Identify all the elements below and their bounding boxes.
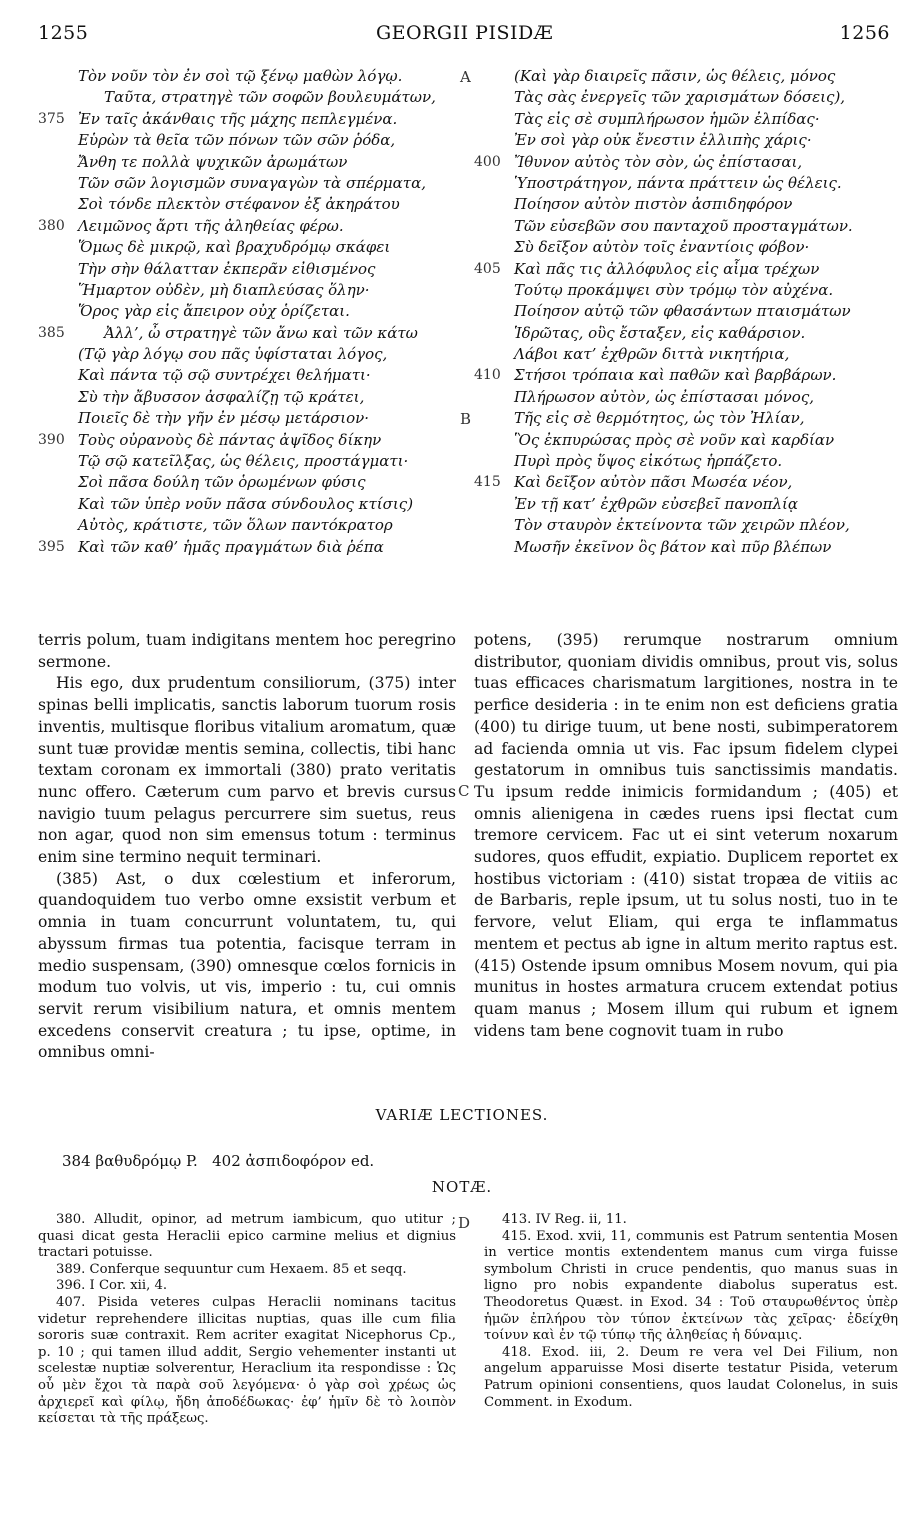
verse-line [474,87,898,108]
verse-number: 400 [474,153,501,170]
verse-number: 415 [474,474,501,491]
verse-line [38,152,456,173]
verse-text: Ὅμως δὲ μικρῷ, καὶ βραχυδρόμῳ σκάφει [78,238,391,257]
verse-line [38,259,456,280]
running-title: GEORGII PISIDÆ [376,22,554,44]
verse-text: Καὶ πᾶς τις ἀλλόφυλος εἰς αἷμα τρέχων [514,259,820,278]
verse-line [38,301,456,322]
verse-line [38,515,456,536]
verse-line [474,216,898,237]
verse-text: Αὐτὸς, κράτιστε, τῶν ὅλων παντόκρατορ [78,516,393,535]
verse-line [38,66,456,87]
verse-text: Ποίησον αὐτὸν πιστὸν ἀσπιδηφόρον [514,195,793,214]
note-entry: 396. I Cor. xii, 4. [56,1278,168,1294]
verse-text: Λειμῶνος ἄρτι τῆς ἀληθείας φέρω. [78,216,344,235]
verse-text: Μωσῆν ἐκεῖνον ὃς βάτον καὶ πῦρ βλέπων [514,537,832,556]
verse-text: (Τῷ γὰρ λόγῳ σου πᾶς ὑφίσταται λόγος, [78,345,388,364]
variae-lectiones-text: 384 βαθυδρόμῳ P. 402 ἀσπιδοφόρον ed. [62,1152,375,1170]
verse-text: Ἐν σοὶ γὰρ οὐκ ἔνεστιν ἐλλιπὴς χάρις· [514,131,812,150]
verse-number: 375 [38,110,65,127]
variae-lectiones-heading: VARIÆ LECTIONES. [375,1106,549,1124]
note-entry: 380. Alludit, opinor, ad metrum iambicum, quo utitur ; quasi dicat gesta Heraclii epico carmine melius et dignius tractari potuisse. [38,1212,456,1261]
note-entry: 407. Pisida veteres culpas Heraclii nominans tacitus videtur reprehendere illicitas nuptias, quas ille cum filia sororis suæ contraxit. Rem acriter exagitat Nicephorus Cp., p. 10 ; qui tamen illud addit, Sergio vehementer instanti ut scelestæ nuptiæ solverentur, Heraclium ita respondisse : Ὡς οὖ μὲν ἔχοι τὰ παρὰ σοῦ λεγόμενα· ὁ γὰρ σοὶ χρέως ὡς ἀρχιερεῖ καὶ φίλῳ, ἤδη ἀποδέδωκας· ἐφ’ ἡμῖν δὲ τὸ λοιπὸν κείσεται τὰ τῆς πράξεως. [38,1294,456,1427]
latin-paragraph: terris polum, tuam indigitans mentem hoc peregrino sermone. [38,631,456,671]
verse-line [38,387,456,408]
verse-text: Τούτῳ προκάμψει σὺν τρόμῳ τὸν αὐχένα. [514,280,834,299]
verse-line [474,537,898,558]
note-entry: 418. Exod. iii, 2. Deum re vera vel Dei Filium, non angelum apparuisse Mosi diserte testatur Pisida, veterum Patrum opinioni consentiens, quos laudat Colonelus, in suis Comment. in Exodum. [484,1344,898,1410]
verse-line [38,494,456,515]
verse-text: Ταῦτα, στρατηγὲ τῶν σοφῶν βουλευμάτων, [104,88,436,107]
latin-paragraph: potens, (395) rerumque nostrarum omnium distributor, quoniam dividis omnibus, prout vis, solus tuas efficaces charismatum largitiones, nostra in te perfice desideria : in te enim non est deficiens gratia (400) tu dirige tuum, ut bene nosti, subimperatorem ad facienda omnia ut vis. Fac ipsum fidelem clypei gestatorum in omnibus tuis sanctissimis mandatis. Tu ipsum redde inimicis formidandum ; (405) et omnis alienigena in cædes ruens ipsi flectat cum tremore cervicem. Fac ut ei sint veterum noxarum sudores, quos effudit, expiatio. Duplicem reportet ex hostibus victoriam : (410) sistat tropæa de vitiis ac de Barbaris, reple ipsum, ut tu solus nosti, tuo in te fervore, velut Eliam, qui erga te inflammatus mentem et pectus ab igne in altum merito raptus est. (415) Ostende ipsum omnibus Mosem novum, qui pia munitus in hostes armatura crucem extendat potius quam manus ; Mosem illum qui rubum et ignem videns tam bene cognovit tuam in rubo [474,631,898,1040]
verse-line [474,194,898,215]
verse-text: Τὴν σὴν θάλατταν ἐκπερᾶν εἰθισμένος [78,259,376,278]
margin-letter-c: C [458,782,470,800]
verse-text: Ἐν τῇ κατ’ ἐχθρῶν εὐσεβεῖ πανοπλίᾳ [514,494,798,513]
notae-heading: NOTÆ. [431,1178,493,1196]
verse-line [474,387,898,408]
verse-line [38,344,456,365]
verse-text: Καὶ τῶν καθ’ ἡμᾶς πραγμάτων διὰ ῥέπα [78,537,384,556]
verse-text: Τὰς εἰς σὲ συμπλήρωσον ἡμῶν ἐλπίδας· [514,109,820,128]
verse-line [474,259,898,280]
verse-line [474,109,898,130]
verse-number: 385 [38,324,65,341]
verse-text: Τὰς σὰς ἐνεργεῖς τῶν χαρισμάτων δόσεις), [514,88,846,107]
page-number-left: 1255 [38,22,89,44]
verse-text: Τῶν σῶν λογισμῶν συναγαγὼν τὰ σπέρματα, [78,173,426,192]
verse-line [474,365,898,386]
verse-line [474,301,898,322]
verse-text: Τοὺς οὐρανοὺς δὲ πάντας ἀψῖδος δίκην [78,430,382,449]
verse-line [474,130,898,151]
verse-line [38,537,456,558]
verse-line [38,430,456,451]
verse-number: 380 [38,217,65,234]
margin-letter-d: D [458,1214,471,1232]
verse-text: Ἥμαρτον οὐδὲν, μὴ διαπλεύσας ὅλην· [78,280,370,299]
verse-line [474,173,898,194]
verse-text: Τῆς εἰς σὲ θερμότητος, ὡς τὸν Ἠλίαν, [514,409,805,428]
verse-line [38,237,456,258]
latin-paragraph: His ego, dux prudentum consiliorum, (375) inter spinas belli implicatis, sanctis laborum tuorum rosis inventis, multisque floribus vitalium aromatum, quæ sunt tuæ providæ mentis semina, collectis, tibi hanc textam coronam ex immortali (380) prato veritatis nunc offero. Cæterum cum parvo et brevis cursus navigio tuum pelagus percurrere sim suetus, reus non agar, quod non sim emensus totum : terminus enim sine termino nequit terminari. [38,674,456,867]
verse-line [474,280,898,301]
verse-text: (Καὶ γὰρ διαιρεῖς πᾶσιν, ὡς θέλεις, μόνος [514,67,836,85]
verse-line [474,494,898,515]
verse-line [38,323,456,344]
verse-text: Καὶ τῶν ὑπὲρ νοῦν πᾶσα σύνδουλος κτίσις) [78,494,414,513]
verse-text: Ἀλλ’, ὦ στρατηγὲ τῶν ἄνω καὶ τῶν κάτω [104,323,418,342]
verse-text: Τὸν νοῦν τὸν ἐν σοὶ τῷ ξένῳ μαθὼν λόγῳ. [78,67,403,85]
verse-text: Πλήρωσον αὐτὸν, ὡς ἐπίστασαι μόνος, [514,387,814,406]
greek-verse-right-column [474,66,898,558]
note-entry: 413. IV Reg. ii, 11. [502,1212,627,1227]
verse-number: 405 [474,260,501,277]
verse-text: Ὑποστράτηγον, πάντα πράττειν ὡς θέλεις. [514,173,842,192]
verse-text: Εὑρὼν τὰ θεῖα τῶν πόνων τῶν σῶν ῥόδα, [78,131,396,150]
verse-text: Ἱδρῶτας, οὓς ἔσταξεν, εἰς καθάρσιον. [514,323,806,342]
latin-paragraph: (385) Ast, o dux cœlestium et inferorum, quandoquidem tuo verbo omne exsistit verbum et omnia in tuam concurrunt voluntatem, tu, qui abyssum firmas tua potentia, facisque terram in medio suspensam, (390) omnesque cœlos fornicis in modum tuo volvis, ut vis, imperio : tu, cui omnis servit rerum visibilium natura, et omnis mentem excedens conservit creatura ; tu ipse, optime, in omnibus omni- [38,869,456,1062]
verse-text: Τῷ σῷ κατεῖλξας, ὡς θέλεις, προστάγματι· [78,452,409,471]
verse-text: Σὺ τὴν ἄβυσσον ἀσφαλίζῃ τῷ κράτει, [78,387,365,406]
verse-text: Ἴθυνον αὐτὸς τὸν σὸν, ὡς ἐπίστασαι, [514,152,803,171]
verse-text: Ποίησον αὐτῷ τῶν φθασάντων πταισμάτων [514,302,851,321]
verse-line [38,472,456,493]
verse-text: Σοὶ τόνδε πλεκτὸν στέφανον ἐξ ἀκηράτου [78,195,400,214]
verse-text: Τῶν εὐσεβῶν σου πανταχοῦ προσταγμάτων. [514,216,853,235]
verse-line [474,66,898,87]
verse-text: Ποιεῖς δὲ τὴν γῆν ἐν μέσῳ μετάρσιον· [78,409,370,428]
verse-line [38,173,456,194]
verse-text: Ὃς ἐκπυρώσας πρὸς σὲ νοῦν καὶ καρδίαν [514,430,835,449]
verse-line [38,194,456,215]
verse-line [474,237,898,258]
verse-line [474,430,898,451]
page-number-right: 1256 [839,22,890,44]
notes-left-column [38,1212,456,1428]
verse-line [38,216,456,237]
verse-line [38,87,456,108]
verse-text: Τὸν σταυρὸν ἐκτείνοντα τῶν χειρῶν πλέον, [514,516,850,535]
verse-line [474,152,898,173]
verse-line [38,365,456,386]
verse-text: Λάβοι κατ’ ἐχθρῶν διττὰ νικητήρια, [514,345,790,364]
verse-line [474,323,898,344]
verse-line [474,344,898,365]
verse-line [38,408,456,429]
note-entry: 389. Conferque sequuntur cum Hexaem. 85 et seqq. [56,1261,407,1277]
verse-line [474,515,898,536]
verse-line [38,130,456,151]
verse-line [474,408,898,429]
verse-number: 410 [474,367,501,384]
latin-translation-right-column [474,630,898,1042]
verse-text: Στήσοι τρόπαια καὶ παθῶν καὶ βαρβάρων. [514,366,837,385]
verse-text: Καὶ δεῖξον αὐτὸν πᾶσι Μωσέα νέον, [514,473,793,492]
verse-line [474,472,898,493]
verse-text: Ἄνθη τε πολλὰ ψυχικῶν ἀρωμάτων [78,152,348,171]
verse-line [38,280,456,301]
margin-letter-b: B [460,410,472,428]
greek-verse-left-column [38,66,456,558]
verse-text: Πυρὶ πρὸς ὕψος εἰκότως ἡρπάζετο. [514,452,783,471]
verse-text: Σὺ δεῖξον αὐτὸν τοῖς ἐναντίοις φόβον· [514,238,810,257]
verse-text: Ὅρος γὰρ εἰς ἄπειρον οὐχ ὁρίζεται. [78,302,350,321]
verse-line [38,109,456,130]
verse-number: 390 [38,431,65,448]
verse-line [38,451,456,472]
verse-line [474,451,898,472]
verse-text: Ἐν ταῖς ἀκάνθαις τῆς μάχης πεπλεγμένα. [78,109,398,128]
margin-letter-a: A [460,68,471,86]
notes-right-column [484,1212,898,1411]
note-entry: 415. Exod. xvii, 11, communis est Patrum sententia Mosen in vertice montis extendentem manus cum virga fuisse symbolum Christi in cruce pendentis, quo manus suas in ligno pro nobis expandente diabolus superatus est. Theodoretus Quæst. in Exod. 34 : Τοῦ σταυρωθέντος ὑπὲρ ἡμῶν ἐπλήρου τὸν τύπον ἐκτείνων τὰς χεῖρας· ἐδείχθη τοίνυν καὶ ἐν τῷ τύπῳ τῆς ἀληθείας ἡ δύναμις. [484,1228,898,1344]
verse-text: Σοὶ πᾶσα δούλη τῶν ὁρωμένων φύσις [78,473,366,492]
verse-number: 395 [38,538,65,555]
latin-translation-left-column [38,630,456,1064]
verse-text: Καὶ πάντα τῷ σῷ συντρέχει θελήματι· [78,366,371,385]
